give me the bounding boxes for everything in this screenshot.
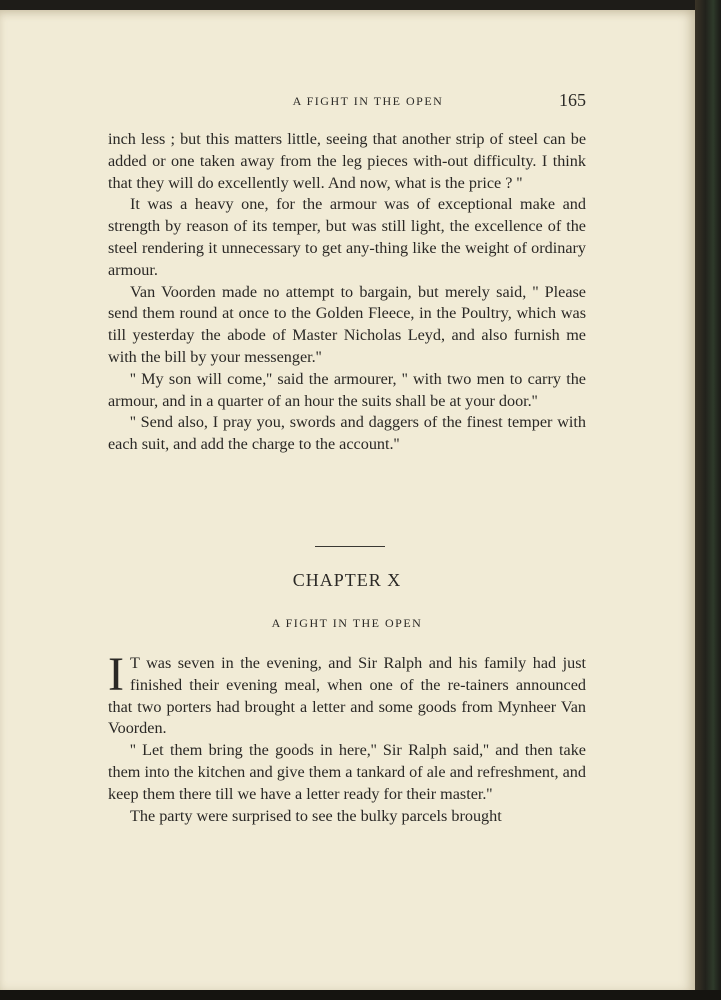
paragraph: '' Let them bring the goods in here,'' Sir Ralph said,'' and then take them into the kitchen and give them a tankard of ale and refreshment, and keep them there till we have a letter ready for their master.'' xyxy=(108,741,586,803)
page-number: 165 xyxy=(559,90,586,110)
first-paragraph-text: T was seven in the evening, and Sir Ralph and his family had just finished their evening meal, when one of the re-tainers announced that two porters had brought a letter and some goods from Mynheer Van Voorden. xyxy=(108,654,586,738)
section-divider xyxy=(315,546,385,547)
chapter-title: CHAPTER X xyxy=(292,570,402,590)
chapter-body xyxy=(108,648,586,827)
book-spine xyxy=(695,0,721,1000)
chapter-subtitle: A FIGHT IN THE OPEN xyxy=(271,616,423,630)
running-head: A FIGHT IN THE OPEN xyxy=(292,94,444,108)
paragraph: The party were surprised to see the bulky parcels brought xyxy=(130,806,502,825)
bottom-edge xyxy=(0,990,721,1000)
paragraph: '' Send also, I pray you, swords and daggers of the finest temper with each suit, and add the charge to the account.'' xyxy=(108,413,586,454)
paragraph: inch less ; but this matters little, seeing that another strip of steel can be added or one taken away from the leg pieces with-out difficulty. I think that they will do excellently well. And now, what is the price ? '' xyxy=(108,130,586,192)
paragraph: Van Voorden made no attempt to bargain, but merely said, '' Please send them round at once to the Golden Fleece, in the Poultry, which was till yesterday the abode of Master Nicholas Leyd, and also furnish me with the bill by your messenger.'' xyxy=(108,282,586,366)
paragraph: It was a heavy one, for the armour was of exceptional make and strength by reason of its temper, but was still light, the excellence of the steel rendering it unnecessary to get any-thing like the weight of ordinary armour. xyxy=(108,195,586,279)
body-text-top xyxy=(108,129,586,456)
page-header xyxy=(108,90,586,114)
drop-cap: I xyxy=(108,648,124,701)
chapter-first-paragraph xyxy=(108,648,586,740)
paragraph: '' My son will come,'' said the armourer, '' with two men to carry the armour, and in a quarter of an hour the suits shall be at your door.'' xyxy=(108,369,586,410)
